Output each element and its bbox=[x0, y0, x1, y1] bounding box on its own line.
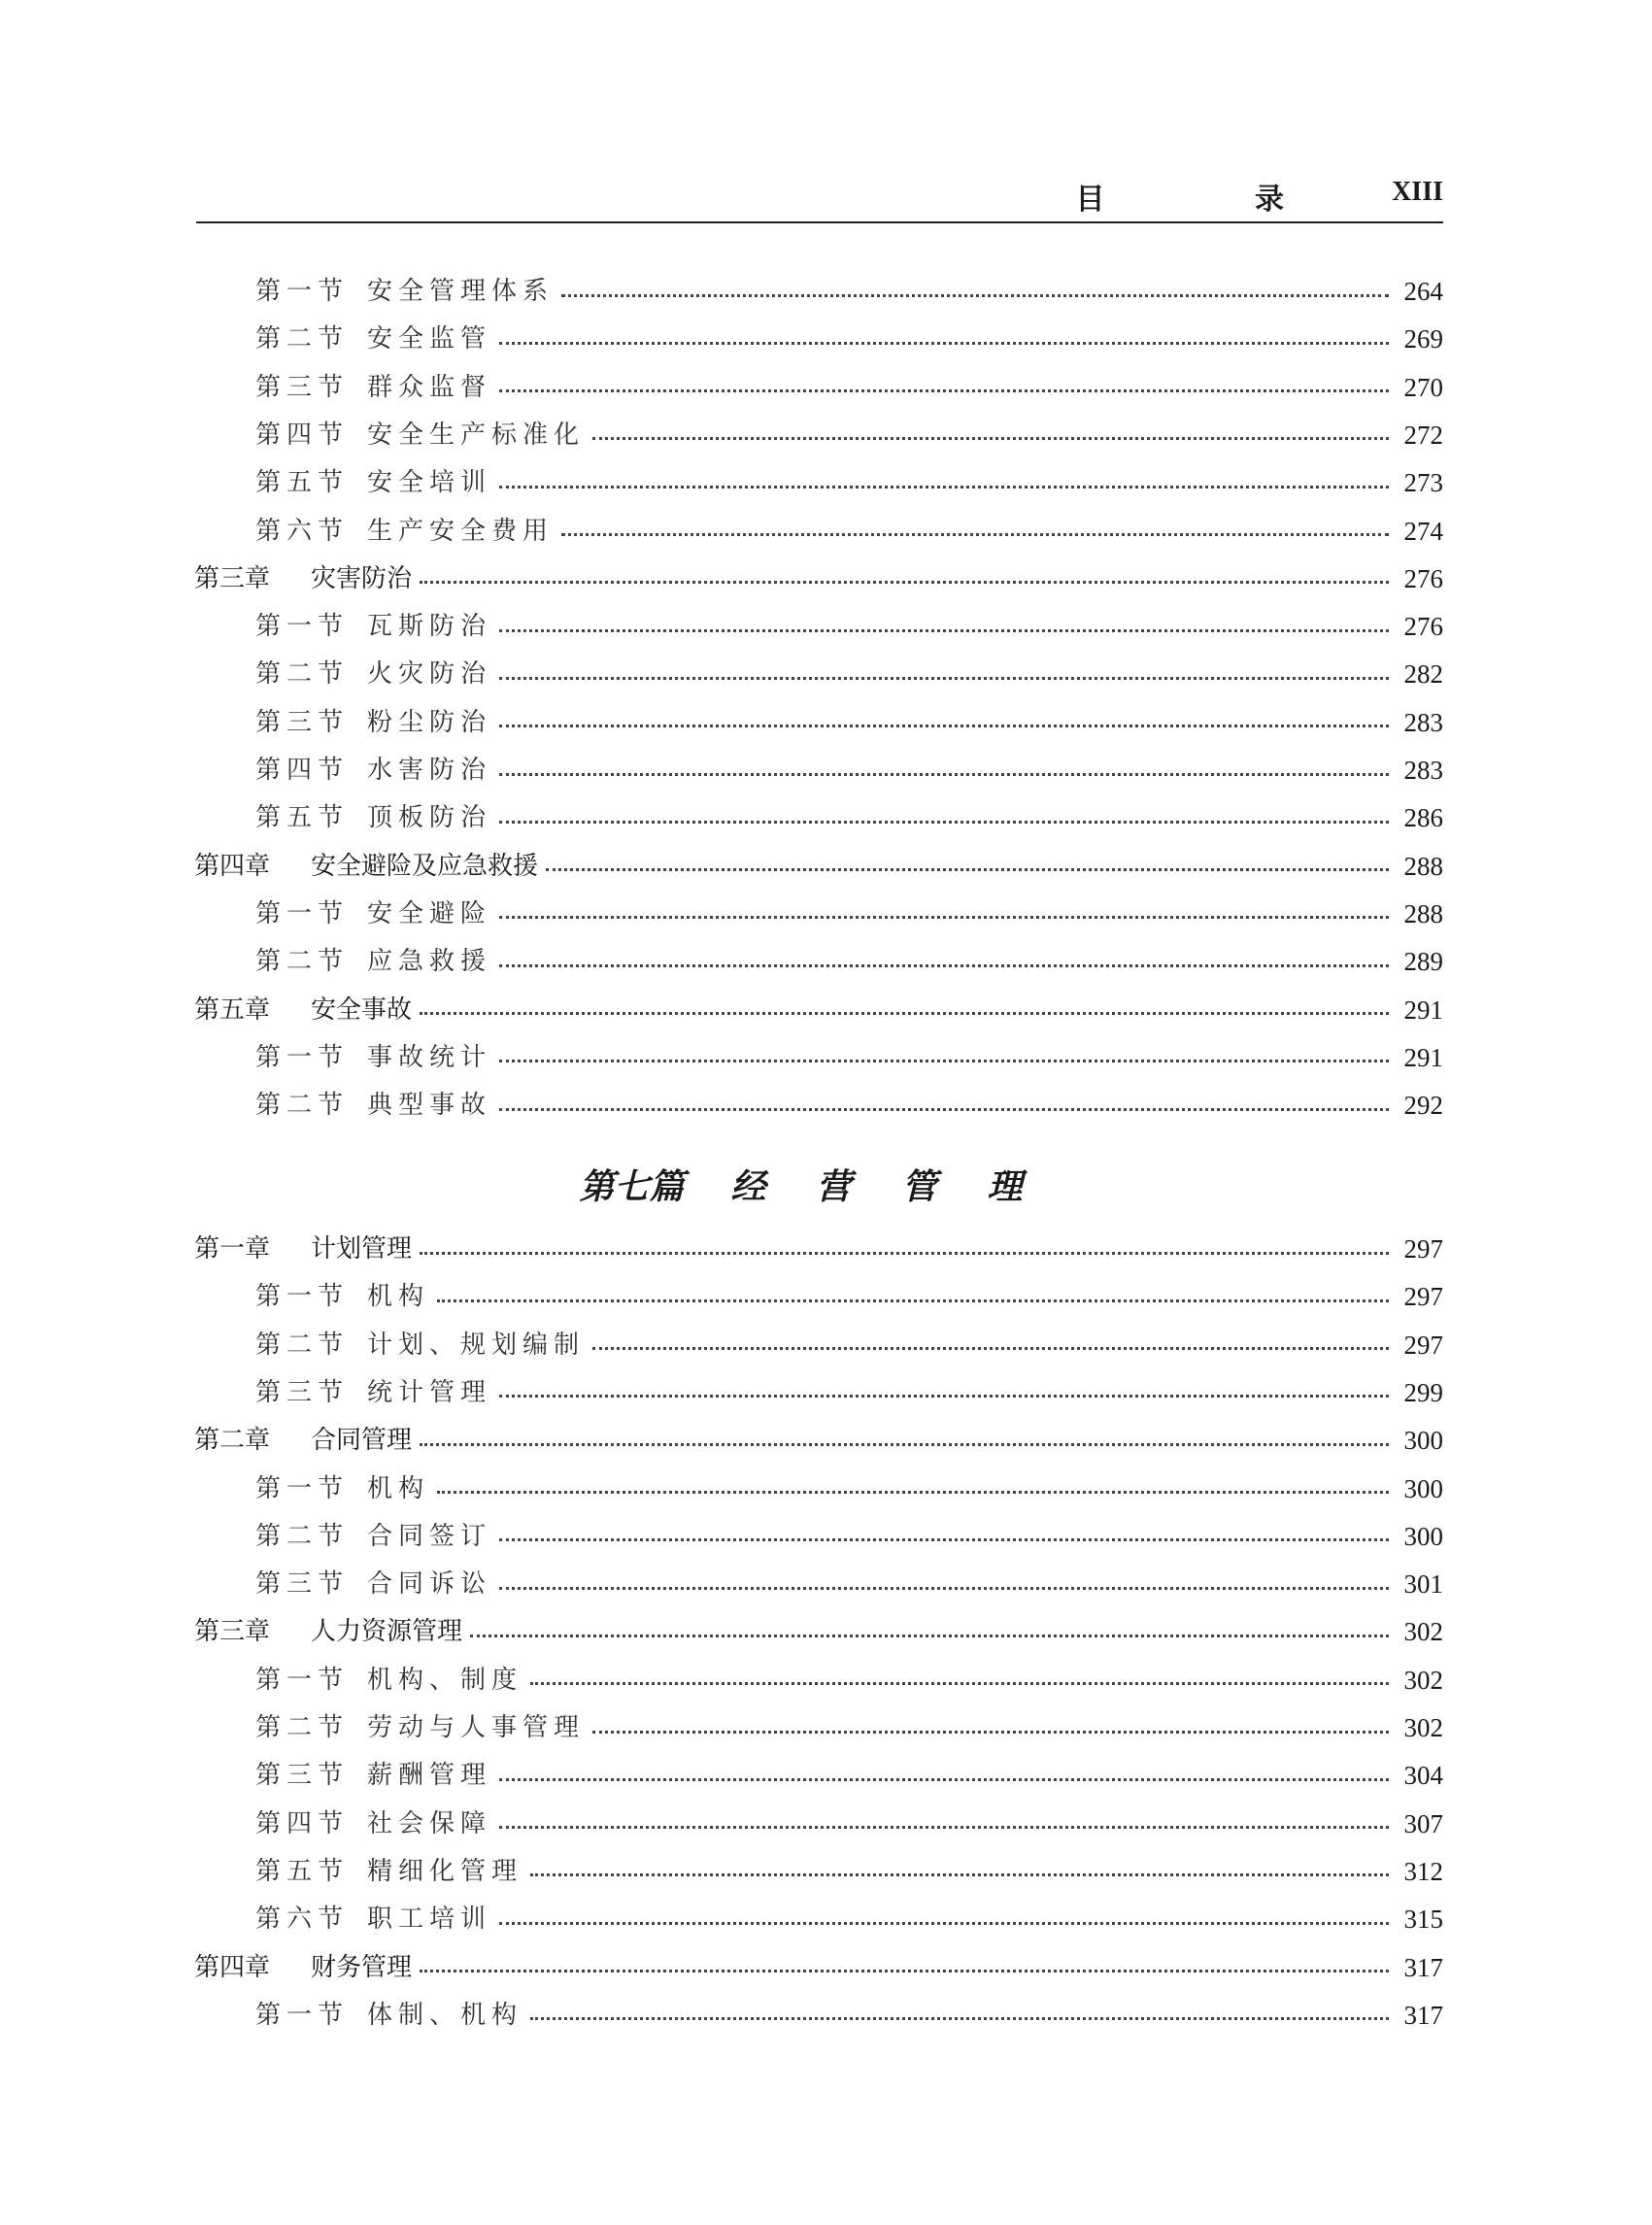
dot-leader bbox=[499, 1108, 1389, 1111]
toc-section-entry[interactable] bbox=[255, 751, 1443, 790]
dot-leader bbox=[499, 677, 1389, 680]
toc-section-entry[interactable] bbox=[255, 942, 1443, 981]
section-number: 第六节 bbox=[255, 1905, 350, 1935]
section-title: 职工培训 bbox=[367, 1905, 492, 1935]
dot-leader bbox=[499, 1778, 1389, 1781]
section-number: 第一节 bbox=[255, 277, 350, 306]
toc-section-entry[interactable] bbox=[255, 1565, 1443, 1603]
toc-section-entry[interactable] bbox=[255, 798, 1443, 837]
page-number: 297 bbox=[1403, 1234, 1443, 1264]
section-number: 第三节 bbox=[255, 372, 350, 402]
page-number: 272 bbox=[1403, 420, 1443, 450]
dot-leader bbox=[499, 342, 1389, 345]
toc-section-entry[interactable] bbox=[255, 1326, 1443, 1365]
section-number: 第二节 bbox=[255, 1521, 350, 1551]
section-number: 第三节 bbox=[255, 707, 350, 737]
page-number: 302 bbox=[1403, 1713, 1443, 1742]
dot-leader bbox=[499, 1922, 1389, 1925]
page-number: 300 bbox=[1403, 1473, 1443, 1503]
page-number: 307 bbox=[1403, 1808, 1443, 1838]
dot-leader bbox=[561, 533, 1389, 536]
page-number: 286 bbox=[1403, 803, 1443, 833]
page-number: 270 bbox=[1403, 372, 1443, 402]
toc-chapter-entry[interactable] bbox=[194, 847, 1443, 886]
toc-section-entry[interactable] bbox=[255, 272, 1443, 311]
page-number: 292 bbox=[1403, 1091, 1443, 1121]
toc-section-entry[interactable] bbox=[255, 1373, 1443, 1412]
toc-section-entry[interactable] bbox=[255, 1756, 1443, 1795]
section-title: 粉尘防治 bbox=[367, 707, 492, 737]
section-title: 机构 bbox=[367, 1473, 430, 1503]
section-title: 事故统计 bbox=[367, 1042, 492, 1072]
chapter-title: 财务管理 bbox=[311, 1952, 413, 1982]
chapter-number: 第一章 bbox=[194, 1234, 271, 1264]
toc-section-entry[interactable] bbox=[255, 463, 1443, 502]
page-number: 274 bbox=[1403, 516, 1443, 546]
section-number: 第一节 bbox=[255, 1665, 350, 1695]
part-heading bbox=[0, 1160, 1652, 1209]
page-number: 300 bbox=[1403, 1521, 1443, 1551]
dot-leader bbox=[420, 1252, 1389, 1255]
dot-leader bbox=[592, 437, 1389, 440]
section-title: 体制、机构 bbox=[367, 2000, 523, 2030]
section-title: 生产安全费用 bbox=[367, 516, 555, 546]
section-title: 安全管理体系 bbox=[367, 277, 555, 306]
dot-leader bbox=[437, 1299, 1389, 1302]
toc-section-entry[interactable] bbox=[255, 1804, 1443, 1843]
section-title: 统计管理 bbox=[367, 1377, 492, 1407]
dot-leader bbox=[499, 916, 1389, 919]
section-title: 计划、规划编制 bbox=[367, 1330, 586, 1360]
section-number: 第三节 bbox=[255, 1761, 350, 1791]
toc-section-entry[interactable] bbox=[255, 512, 1443, 551]
toc-section-entry[interactable] bbox=[255, 320, 1443, 358]
section-title: 劳动与人事管理 bbox=[367, 1713, 586, 1742]
dot-leader bbox=[420, 581, 1389, 584]
section-number: 第一节 bbox=[255, 1282, 350, 1312]
dot-leader bbox=[420, 1970, 1389, 1972]
toc-section-entry[interactable] bbox=[255, 1996, 1443, 2035]
section-title: 群众监督 bbox=[367, 372, 492, 402]
chapter-number: 第二章 bbox=[194, 1426, 271, 1456]
chapter-title: 计划管理 bbox=[311, 1234, 413, 1264]
page-number: 301 bbox=[1403, 1569, 1443, 1600]
page-number: 289 bbox=[1403, 947, 1443, 977]
toc-section-entry[interactable] bbox=[255, 1469, 1443, 1508]
chapter-number: 第三章 bbox=[194, 563, 271, 593]
page-number: 264 bbox=[1403, 277, 1443, 306]
dot-leader bbox=[420, 1012, 1389, 1015]
dot-leader bbox=[499, 964, 1389, 967]
page-number: 283 bbox=[1403, 756, 1443, 785]
toc-chapter-entry[interactable] bbox=[194, 559, 1443, 598]
dot-leader bbox=[499, 1060, 1389, 1062]
dot-leader bbox=[499, 1395, 1389, 1398]
section-number: 第六节 bbox=[255, 516, 350, 546]
dot-leader bbox=[499, 773, 1389, 776]
section-title: 安全避险 bbox=[367, 898, 492, 928]
page-number: 288 bbox=[1403, 851, 1443, 881]
section-title: 顶板防治 bbox=[367, 803, 492, 833]
page-number: 291 bbox=[1403, 995, 1443, 1025]
part-number: 第七篇 bbox=[579, 1165, 685, 1207]
toc-section-entry[interactable] bbox=[255, 1661, 1443, 1700]
section-title: 水害防治 bbox=[367, 756, 492, 785]
dot-leader bbox=[499, 1587, 1389, 1590]
dot-leader bbox=[499, 821, 1389, 824]
section-number: 第四节 bbox=[255, 420, 350, 450]
chapter-number: 第三章 bbox=[194, 1617, 271, 1647]
toc-section-entry[interactable] bbox=[255, 655, 1443, 693]
page-number: 283 bbox=[1403, 707, 1443, 737]
section-number: 第一节 bbox=[255, 898, 350, 928]
running-header bbox=[196, 171, 1443, 223]
dot-leader bbox=[592, 1347, 1389, 1350]
section-number: 第一节 bbox=[255, 1042, 350, 1072]
section-number: 第二节 bbox=[255, 1330, 350, 1360]
section-number: 第五节 bbox=[255, 803, 350, 833]
page-number: 302 bbox=[1403, 1617, 1443, 1647]
page-number: 269 bbox=[1403, 324, 1443, 354]
page-number: 312 bbox=[1403, 1856, 1443, 1886]
toc-section-entry[interactable] bbox=[255, 1277, 1443, 1316]
section-number: 第二节 bbox=[255, 1713, 350, 1742]
toc-chapter-entry[interactable] bbox=[194, 1948, 1443, 1987]
section-number: 第五节 bbox=[255, 1856, 350, 1886]
page-number: 291 bbox=[1403, 1042, 1443, 1072]
dot-leader bbox=[530, 1682, 1389, 1685]
section-number: 第二节 bbox=[255, 947, 350, 977]
toc-section-entry[interactable] bbox=[255, 703, 1443, 742]
section-title: 合同诉讼 bbox=[367, 1569, 492, 1600]
toc-section-entry[interactable] bbox=[255, 1900, 1443, 1938]
page-number: 297 bbox=[1403, 1330, 1443, 1360]
header-page-number: XIII bbox=[1392, 177, 1443, 207]
dot-leader bbox=[499, 389, 1389, 392]
section-number: 第五节 bbox=[255, 468, 350, 498]
page-number: 273 bbox=[1403, 468, 1443, 498]
chapter-title: 灾害防治 bbox=[311, 563, 413, 593]
dot-leader bbox=[499, 725, 1389, 727]
toc-section-entry[interactable] bbox=[255, 368, 1443, 407]
section-title: 合同签订 bbox=[367, 1521, 492, 1551]
toc-section-entry[interactable] bbox=[255, 894, 1443, 933]
toc-section-entry[interactable] bbox=[255, 416, 1443, 455]
dot-leader bbox=[499, 486, 1389, 489]
section-number: 第二节 bbox=[255, 1091, 350, 1121]
dot-leader bbox=[499, 629, 1389, 632]
page-number: 304 bbox=[1403, 1761, 1443, 1791]
section-title: 机构 bbox=[367, 1282, 430, 1312]
section-number: 第四节 bbox=[255, 756, 350, 785]
part-title: 经营管理 bbox=[730, 1165, 1073, 1207]
section-title: 安全生产标准化 bbox=[367, 420, 586, 450]
dot-leader bbox=[530, 2017, 1389, 2020]
section-number: 第四节 bbox=[255, 1808, 350, 1838]
section-number: 第二节 bbox=[255, 659, 350, 690]
chapter-number: 第五章 bbox=[194, 995, 271, 1025]
chapter-title: 合同管理 bbox=[311, 1426, 413, 1456]
chapter-number: 第四章 bbox=[194, 1952, 271, 1982]
dot-leader bbox=[470, 1635, 1389, 1637]
toc-chapter-entry[interactable] bbox=[194, 991, 1443, 1029]
toc-chapter-entry[interactable] bbox=[194, 1230, 1443, 1268]
section-title: 典型事故 bbox=[367, 1091, 492, 1121]
dot-leader bbox=[561, 294, 1389, 297]
section-number: 第一节 bbox=[255, 1473, 350, 1503]
page-number: 276 bbox=[1403, 612, 1443, 642]
page-number: 317 bbox=[1403, 2000, 1443, 2030]
page-number: 276 bbox=[1403, 563, 1443, 593]
toc-section-entry[interactable] bbox=[255, 607, 1443, 646]
section-title: 火灾防治 bbox=[367, 659, 492, 690]
dot-leader bbox=[530, 1873, 1389, 1876]
page-number: 317 bbox=[1403, 1952, 1443, 1982]
dot-leader bbox=[499, 1826, 1389, 1829]
section-number: 第三节 bbox=[255, 1569, 350, 1600]
section-number: 第一节 bbox=[255, 2000, 350, 2030]
section-number: 第二节 bbox=[255, 324, 350, 354]
chapter-title: 安全避险及应急救援 bbox=[311, 851, 539, 881]
page-number: 302 bbox=[1403, 1665, 1443, 1695]
dot-leader bbox=[546, 868, 1389, 871]
toc-section-entry[interactable] bbox=[255, 1517, 1443, 1556]
section-number: 第三节 bbox=[255, 1377, 350, 1407]
section-title: 精细化管理 bbox=[367, 1856, 523, 1886]
page-number: 288 bbox=[1403, 898, 1443, 928]
dot-leader bbox=[592, 1731, 1389, 1734]
toc-section-entry[interactable] bbox=[255, 1708, 1443, 1747]
chapter-number: 第四章 bbox=[194, 851, 271, 881]
section-title: 安全培训 bbox=[367, 468, 492, 498]
header-title: 目 录 bbox=[1075, 183, 1354, 217]
page-number: 300 bbox=[1403, 1426, 1443, 1456]
section-number: 第一节 bbox=[255, 612, 350, 642]
toc-section-entry[interactable] bbox=[255, 1086, 1443, 1125]
toc-section-entry[interactable] bbox=[255, 1852, 1443, 1891]
page-number: 282 bbox=[1403, 659, 1443, 690]
dot-leader bbox=[437, 1491, 1389, 1494]
chapter-title: 人力资源管理 bbox=[311, 1617, 463, 1647]
toc-section-entry[interactable] bbox=[255, 1038, 1443, 1077]
page-number: 315 bbox=[1403, 1905, 1443, 1935]
section-title: 应急救援 bbox=[367, 947, 492, 977]
chapter-title: 安全事故 bbox=[311, 995, 413, 1025]
toc-chapter-entry[interactable] bbox=[194, 1612, 1443, 1651]
page-number: 297 bbox=[1403, 1282, 1443, 1312]
section-title: 安全监管 bbox=[367, 324, 492, 354]
page-number: 299 bbox=[1403, 1377, 1443, 1407]
section-title: 机构、制度 bbox=[367, 1665, 523, 1695]
dot-leader bbox=[499, 1538, 1389, 1541]
section-title: 社会保障 bbox=[367, 1808, 492, 1838]
section-title: 薪酬管理 bbox=[367, 1761, 492, 1791]
section-title: 瓦斯防治 bbox=[367, 612, 492, 642]
dot-leader bbox=[420, 1443, 1389, 1446]
toc-chapter-entry[interactable] bbox=[194, 1421, 1443, 1460]
